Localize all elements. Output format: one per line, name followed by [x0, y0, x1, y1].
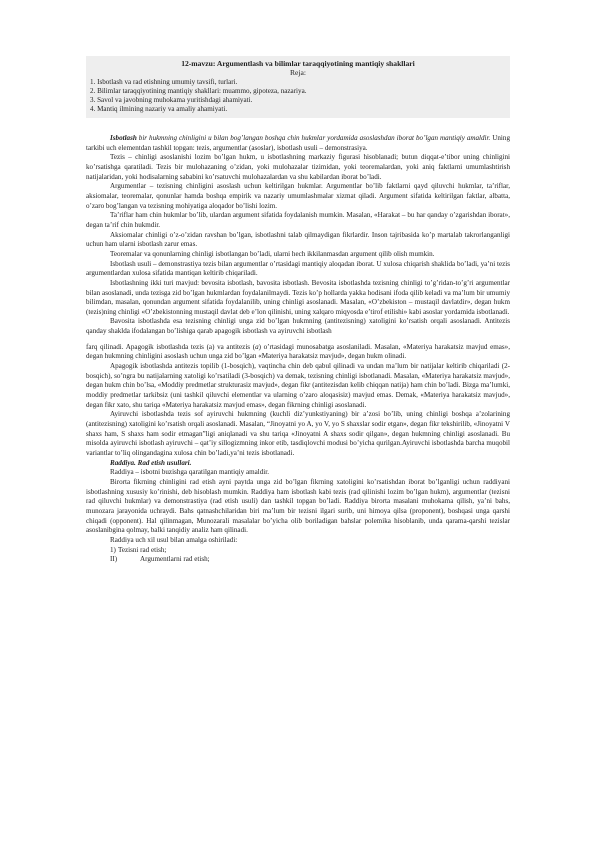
paragraph-definitions: Ta’riflar ham chin hukmlar bo’lib, ulardan argument sifatida foydalanish mumkin. Masalan, «Harakat – bu har qanday o’zgarishdan iborat», degan ta’rif chin hukmdir. — [86, 211, 510, 229]
lecture-title: 12-mavzu: Argumentlash va bilimlar taraqqiyotining mantiqiy shakllari — [181, 59, 415, 68]
apagogic-text-a: farq qilinadi. Apagogik isbotlashda tezis (a) va antitezis ( — [86, 342, 256, 351]
list-item — [86, 555, 510, 565]
list-number: 1) — [110, 545, 116, 554]
apagogic-text-b: ) o’rtasidagi munosabatga asoslaniladi. Masalan, «Materiya harakatsiz mavjud emas», degan hukmning chinligini asoslash uchun unga zid bo’lgan «Materiya harakatsiz mavjud», degan hukm olinadi. — [86, 342, 510, 361]
paragraph-apagogic — [86, 343, 510, 362]
plan-item: 1. Isbotlash va rad etishning umumiy tavsifi, turlari. — [90, 77, 238, 86]
list-item — [86, 546, 510, 556]
plan-item: 2. Bilimlar taraqqiyotining mantiqiy shakllari: muammo, gipoteza, nazariya. — [90, 86, 307, 95]
paragraph-apagogic-steps: Apagogik isbotlashda antitezis topilib (1-bosqich), vaqtincha chin deb qabul qilinadi va undan ma’lum bir natijalar keltirib chiqariladi (2-bosqich), so’ngra bu natijalarning xatoligi ko’rsatiladi (3-bosqich) va demak, tezisning chinligi isbotlanadi. Masalan, «Materiya harakatsiz mavjud», degan hukm chin bo’lsa, «Moddiy predmetlar strukturasiz mavjud», degan fikr (antitezisdan kelib chiqqan natija) ham chin bo’ladi. Bizga ma’lumki, moddiy predmetlar tarkibsiz (uni tashkil qiluvchi elementlar va ularning o’zaro aloqasisiz) mavjud emas. Demak, «Materiya harakatsiz mavjud», degan fikr xato, shu tariqa «Materiya harakatsiz mavjud emas», degan fikrning chinligi asoslanadi. — [86, 362, 510, 409]
paragraph-refutation-definition: Raddiya – isbotni buzishga qaratilgan mantiqiy amaldir. — [110, 468, 269, 477]
paragraph-disjunctive: Ayiruvchi isbotlashda tezis sof ayiruvchi hukmning (kuchli diz’yunkstiyaning) bir a’zosi bo’lib, uning chinligi boshqa a’zolarining (antitezisning) xatoligini ko’rsatish orqali asoslanadi. Masalan, “Jinoyatni yo A, yo V, yo S shaxslar sodir etgan», degan fikr tekshirilib, «Jinoyatni V shaxs ham, S shaxs ham sodir etmagan”ligi aniqlanadi va shu tariqa «Jinoyatni A shaxs sodir qilgan», degan hukmning chinligi asoslanadi. Bu misolda ayiruvchi isbotlash ayiruvchi – qat’iy sillogizmning inkor etib, tasdiqlovchi modusi bo’yicha qurilgan.Ayiruvchi isbotlashda barcha muqobil variantlar to’liq olingandagina xulosa chin bo’ladi,ya’ni tezis isbotlanadi. — [86, 410, 510, 457]
heading-text: Raddiya. Rad etish usullari. — [110, 458, 192, 467]
term-isbotlash: Isbotlash — [110, 134, 137, 142]
proof-structure: Uning tarkibi uch elementdan tashkil topgan: tezis, argumentlar (asoslar), isbotlash usuli – demonstrasiya. — [86, 134, 510, 152]
paragraph-demonstration: Isbotlash usuli – demonstrastiya tezis bilan argumentlar o’rtasidagi mantiqiy aloqadan iborat. U xulosa chiqarish shaklida bo’ladi, ya’ni tezis argumentlardan xulosa sifatida mantiqan keltirib chiqariladi. — [86, 259, 510, 278]
list-text: Tezisni rad etish; — [118, 545, 167, 554]
paragraph-proof-definition — [86, 134, 510, 153]
paragraph-refutation-methods: Raddiya uch xil usul bilan amalga oshiriladi: — [110, 535, 238, 544]
list-text: Argumentlarni rad etish; — [140, 555, 210, 564]
plan-label: Reja: — [289, 68, 307, 78]
paragraph-refutation: Birorta fikrning chinligini rad etish ayni paytda unga zid bo’lgan fikrning xatoligini ko’rsatishdan iborat bo’lganligi uchun raddiyani isbotlashning xususiy ko’rinishi, deb hisoblash mumkin. Raddiya ham isbotlash kabi tezis (rad qilinishi lozim bo’lgan hukm), argumentlar (tezisni rad qiluvchi hukmlar) va demonstrastiya (rad etish usuli) dan tashkil topgan bo’ladi. Raddiya birorta masalani muhokama qilish, ya’ni bahs, munozara jarayonida uchraydi. Bahs qatnashchilaridan biri ma’lum bir tezisni ilgari surib, uni himoya qilsa (proponent), boshqasi unga qarshi chiqadi (opponent). Hal qilinmagan, Munozarali masalalar bo’yicha olib boriladigan bahslar polemika hisoblanib, unda qarama-qarshi tezislar asoslanibgina qolmay, balki tanqidiy analiz ham qilinadi. — [86, 477, 510, 535]
lecture-header — [86, 56, 510, 118]
paragraph-proof-types: Isbotlashning ikki turi mavjud: bevosita isbotlash, bavosita isbotlash. Bevosita isbotlashda tezisning chinligi to’g’ridan-to’g’ri argumentlar bilan asoslanadi, unda tezisga zid bo’lgan hukmlardan foydalanilmaydi. Tezis ko’p hollarda yakka hodisani ifoda qilib keladi va ma’lum bir umumiy bilimdan, masalan, qonundan argument sifatida foydalanilib, uning chinligi asoslanadi. Masalan, «O’zbekiston – mustaqil davlatdir», degan hukm (tezis)ning chinligi «O’zbekistonning mustaqil davlat deb e’lon qilinishi, uning xalqaro miqyosda e’tirof etilishi» kabi asoslar yordamida isbotlanadi. — [86, 278, 510, 316]
paragraph-axioms: Aksiomalar chinligi o’z-o’zidan ravshan bo’lgan, isbotlashni talab qilmaydigan fikrlardir. Inson tajribasida ko’p martalab takrorlanganligi uchun ham ularni isbotlash zarur emas. — [86, 230, 510, 249]
paragraph-arguments: Argumentlar – tezisning chinligini asoslash uchun keltirilgan hukmlar. Argumentlar bo’lib faktlarni qayd qiluvchi hukmlar, ta’riflar, aksiomalar, teoremalar, qonunlar hamda boshqa empirik va nazariy umumlashmalar xizmat qiladi. Argument sifatida keltirilgan faktlar, albatta, o’zaro bog’langan va tezisning mohiyatiga aloqador bo’lishi lozim. — [86, 182, 510, 210]
paragraph-thesis: Tezis – chinligi asoslanishi lozim bo’lgan hukm, u isbotlashning markaziy figurasi hisoblanadi; butun diqqat-e’tibor uning chinligini ko’rsatishga qaratiladi. Tezis bir mulohazaning o’zidan, yoki mulohazalar tizimidan, yoki teoremalardan, yoki aniq faktlarni umumlashtirish natijalaridan, yoki hodisalarning sababini ko’rsatuvchi mulohazalardan va shu kabilardan iborat bo’ladi. — [86, 153, 510, 181]
plan-item: 4. Mantiq ilmining nazariy va amaliy ahamiyati. — [90, 105, 228, 114]
section-heading-refutation — [86, 459, 510, 469]
paragraph-theorems: Teoremalar va qonunlarning chinligi isbotlangan bo’ladi, ularni hech ikkilanmasdan argument qilib olish mumkin. — [110, 249, 435, 258]
proof-definition: bir hukmning chinligini u bilan bog’langan boshqa chin hukmlar yordamida asoslashdan iborat bo’lgan mantiqiy amaldir. — [136, 134, 491, 142]
plan-item: 3. Savol va javobning muhokama yuritishdagi ahamiyati. — [90, 96, 253, 105]
page-mark: - — [297, 336, 299, 343]
list-number: II) — [110, 555, 118, 564]
document-body — [86, 134, 510, 565]
paragraph-indirect-proof: Bavosita isbotlashda esa tezisning chinligi unga zid bo’lgan hukmning (antitezisning) xatoligini ko’rsatish orqali asoslanadi. Antitezis qanday shaklda ifodalangan bo’lishiga qarab apagogik isbotlash va ayiruvchi isbotlash — [86, 317, 510, 336]
antithesis-variable: a — [255, 342, 259, 351]
